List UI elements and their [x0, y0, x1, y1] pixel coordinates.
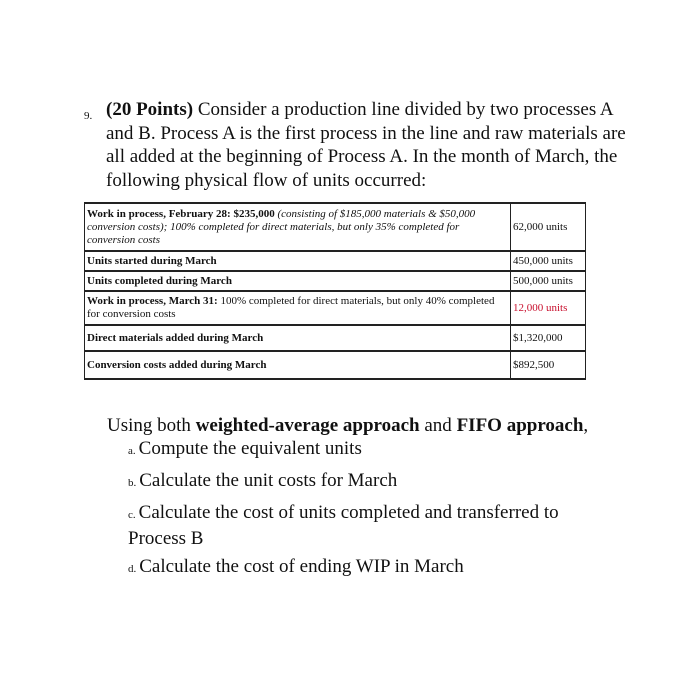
row-label-detail: 100% completed for direct materials, but only 40% completed for conversion costs — [87, 295, 495, 320]
row-value: 450,000 units — [511, 251, 586, 271]
row-label — [85, 203, 511, 251]
row-label — [85, 271, 511, 291]
list-item — [128, 501, 598, 550]
row-value: 500,000 units — [511, 271, 586, 291]
row-value: $892,500 — [511, 351, 586, 379]
item-letter: a. — [128, 445, 136, 457]
table-row — [85, 251, 586, 271]
table-row — [85, 291, 586, 325]
row-label-bold: Units completed during March — [87, 274, 232, 287]
table-row — [85, 351, 586, 379]
item-letter: d. — [128, 563, 137, 575]
physical-flow-table — [84, 202, 586, 380]
approach-fifo: FIFO approach — [456, 415, 584, 436]
end-text: , — [583, 415, 589, 436]
list-item — [128, 469, 397, 495]
mid-text: and — [419, 415, 457, 436]
row-label-bold: Conversion costs added during March — [87, 358, 267, 371]
item-letter: c. — [128, 509, 136, 521]
row-label-bold: Work in process, March 31: — [87, 295, 218, 307]
item-letter: b. — [128, 477, 137, 489]
row-label — [85, 325, 511, 351]
table-row — [85, 325, 586, 351]
row-label-bold: Work in process, February 28: $235,000 — [87, 207, 275, 220]
item-text: Calculate the cost of ending WIP in March — [139, 556, 464, 577]
row-label-bold: Direct materials added during March — [87, 331, 264, 344]
question-number: 9. — [84, 110, 93, 122]
question-points: (20 Points) — [106, 99, 194, 120]
row-value: $1,320,000 — [511, 325, 586, 351]
table-row — [85, 203, 586, 251]
row-label — [85, 251, 511, 271]
list-item — [128, 555, 464, 581]
row-label-detail: (consisting of $185,000 materials & $50,000 conversion costs); 100% completed for direct materials, but only 35% completed for conversion costs — [87, 207, 476, 246]
row-label — [85, 351, 511, 379]
item-text: Calculate the cost of units completed and transferred to Process B — [128, 502, 559, 549]
question-text — [106, 98, 636, 192]
row-value: 62,000 units — [511, 203, 586, 251]
item-text: Compute the equivalent units — [138, 438, 362, 459]
approach-weighted: weighted-average approach — [195, 415, 420, 436]
row-value-highlight: 12,000 units — [511, 291, 586, 325]
row-label — [85, 291, 511, 325]
row-label-bold: Units started during March — [87, 254, 217, 267]
item-text: Calculate the unit costs for March — [139, 470, 398, 491]
instructions-lead — [107, 414, 647, 437]
list-item — [128, 437, 362, 463]
lead-text: Using both — [107, 415, 196, 436]
question-body: Consider a production line divided by two processes A and B. Process A is the first process in the line and raw materials are all added at the beginning of Process A. In the month of March, the following physical flow of units occurred: — [106, 99, 626, 191]
table-row — [85, 271, 586, 291]
